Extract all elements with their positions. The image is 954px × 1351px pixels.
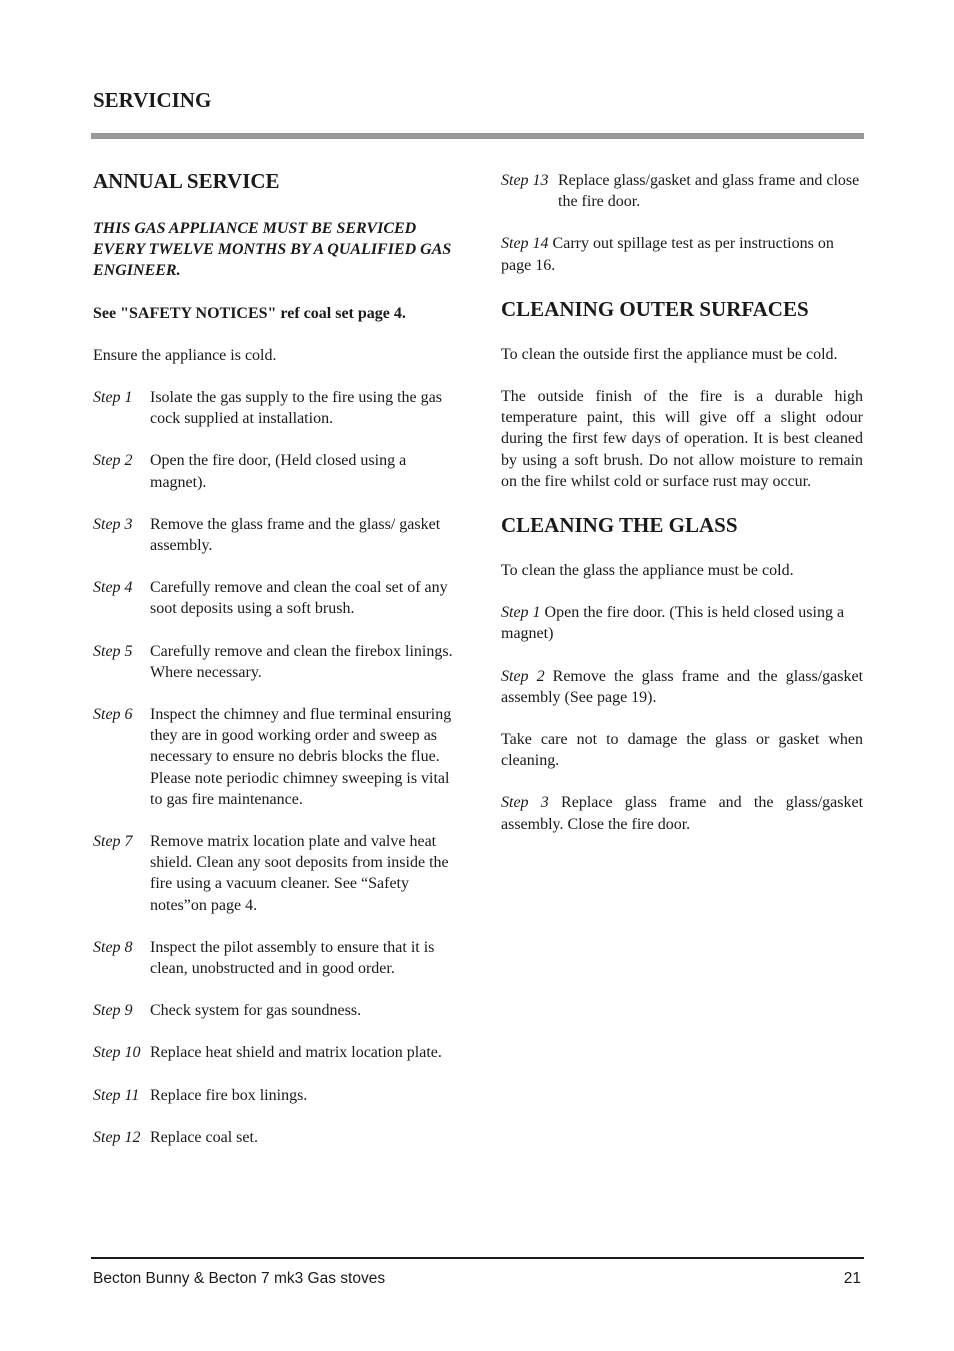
right-column [501, 170, 863, 835]
step-9 [93, 1000, 455, 1021]
step-text: Inspect the pilot assembly to ensure that it is clean, unobstructed and in good order. [150, 938, 435, 978]
step-3 [93, 514, 455, 556]
cleaning-glass-heading: CLEANING THE GLASS [501, 513, 738, 538]
glass-step-2 [501, 666, 863, 708]
step-label: Step 3 [93, 515, 133, 533]
step-text: Carefully remove and clean the firebox linings. Where necessary. [150, 642, 453, 681]
step-14 [501, 233, 863, 275]
page-title: SERVICING [93, 88, 212, 112]
step-4 [93, 577, 455, 619]
glass-step-1 [501, 602, 863, 644]
step-2 [93, 450, 455, 492]
step-text: Replace heat shield and matrix location plate. [150, 1044, 442, 1062]
step-text: Carefully remove and clean the coal set of any soot deposits using a soft brush. [150, 579, 448, 618]
step-text: Remove the glass frame and the glass/gasket assembly (See page 19). [501, 667, 864, 706]
outer-para-1: To clean the outside first the appliance must be cold. [501, 345, 838, 363]
step-label: Step 4 [93, 579, 133, 597]
step-label: Step 8 [93, 938, 133, 956]
step-text: Remove the glass frame and the glass/ gasket assembly. [150, 515, 441, 555]
step-1 [93, 387, 455, 429]
header-divider [91, 133, 864, 139]
step-label: Step 10 [93, 1044, 141, 1062]
step-text: Replace fire box linings. [150, 1086, 308, 1104]
step-label: Step 9 [93, 1002, 133, 1020]
step-8 [93, 937, 455, 979]
step-label: Step 3 [501, 794, 549, 812]
step-label: Step 13 [501, 172, 549, 189]
step-text: Open the fire door, (Held closed using a magnet). [150, 452, 407, 491]
footer-divider [91, 1257, 864, 1259]
footer-product-name: Becton Bunny & Becton 7 mk3 Gas stoves [93, 1270, 386, 1287]
step-text: Open the fire door. (This is held closed using a magnet) [501, 604, 845, 643]
glass-intro: To clean the glass the appliance must be cold. [501, 562, 794, 580]
step-7 [93, 831, 455, 916]
step-label: Step 1 [501, 604, 541, 622]
step-label: Step 11 [93, 1086, 140, 1104]
glass-care-note: Take care not to damage the glass or gasket when cleaning. [501, 731, 863, 770]
cleaning-outer-heading: CLEANING OUTER SURFACES [501, 296, 809, 321]
step-label: Step 2 [501, 667, 545, 685]
step-label: Step 7 [93, 833, 133, 851]
step-label: Step 1 [93, 389, 133, 407]
step-6 [93, 704, 455, 810]
step-label: Step 5 [93, 642, 133, 660]
step-10 [93, 1042, 455, 1063]
step-label: Step 6 [93, 706, 133, 724]
step-12 [93, 1127, 455, 1148]
step-text: Inspect the chimney and flue terminal ensuring they are in good working order and sweep as necessary to ensure no debris blocks the flue. Please note periodic chimney sweeping is vital to gas fire maintenance. [150, 706, 452, 808]
step-13 [501, 170, 863, 212]
step-5 [93, 641, 455, 683]
step-11 [93, 1085, 455, 1106]
intro-text: Ensure the appliance is cold. [93, 346, 277, 364]
step-text: Replace glass frame and the glass/gasket assembly. Close the fire door. [501, 794, 864, 833]
step-text: Remove matrix location plate and valve heat shield. Clean any soot deposits from inside the fire using a vacuum cleaner. See “Safety notes”on page 4. [150, 833, 449, 914]
outer-para-2: The outside finish of the fire is a durable high temperature paint, this will give off a slight odour during the first few days of operation. It is best cleaned by using a soft brush. Do not allow moisture to remain on the fire whilst cold or surface rust may occur. [501, 388, 863, 490]
page-number: 21 [843, 1270, 861, 1287]
step-label: Step 14 [501, 235, 549, 253]
left-column [93, 168, 455, 1148]
step-text: Carry out spillage test as per instructions on page 16. [501, 235, 834, 274]
step-text: Check system for gas soundness. [150, 1002, 362, 1020]
step-label: Step 12 [93, 1128, 141, 1146]
safety-notice-ref: See "SAFETY NOTICES" ref coal set page 4. [93, 304, 406, 322]
service-warning: THIS GAS APPLIANCE MUST BE SERVICED EVERY TWELVE MONTHS BY A QUALIFIED GAS ENGINEER. [93, 220, 452, 280]
annual-service-heading: ANNUAL SERVICE [93, 169, 280, 193]
glass-step-3 [501, 792, 863, 834]
step-label: Step 2 [93, 452, 133, 470]
step-text: Replace glass/gasket and glass frame and close the fire door. [558, 172, 860, 211]
step-text: Isolate the gas supply to the fire using the gas cock supplied at installation. [150, 389, 442, 428]
step-text: Replace coal set. [150, 1128, 258, 1146]
